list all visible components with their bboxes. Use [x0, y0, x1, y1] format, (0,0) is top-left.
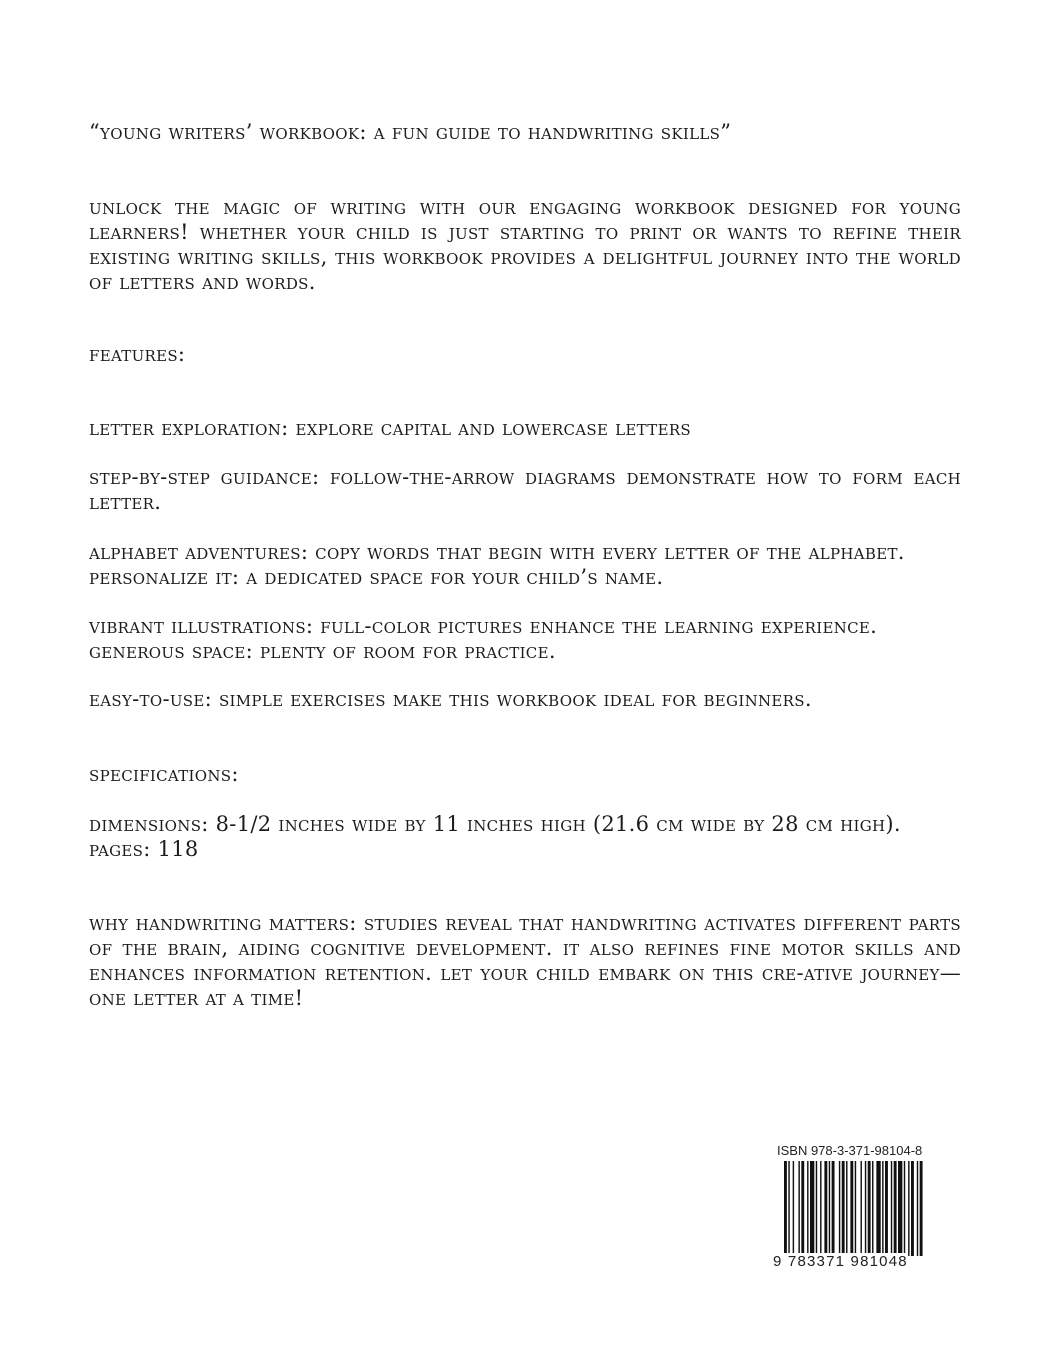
feature-vibrant-illustrations: vibrant illustrations: full-color pictures enhance the learning experience. — [89, 614, 878, 638]
book-title: “young writers’ workbook: a fun guide to handwriting skills” — [89, 120, 732, 144]
barcode-bar — [793, 1161, 794, 1256]
barcode-bar — [784, 1161, 787, 1256]
barcode-bar — [891, 1161, 892, 1256]
features-heading: features: — [89, 342, 186, 366]
barcode-bar — [898, 1161, 902, 1256]
barcode-bar — [810, 1161, 814, 1256]
barcode-bar — [788, 1161, 789, 1256]
barcode-bar — [868, 1161, 871, 1256]
feature-personalize: personalize it: a dedicated space for your child’s name. — [89, 565, 664, 589]
feature-easy-to-use: easy-to-use: simple exercises make this workbook ideal for beginners. — [89, 687, 812, 711]
barcode-bar — [842, 1161, 845, 1256]
barcode-bar — [801, 1161, 804, 1256]
barcode-bar — [882, 1161, 883, 1256]
barcode-bar — [894, 1161, 897, 1256]
feature-illustrations-space — [89, 614, 961, 664]
spec-pages: pages: 118 — [89, 837, 199, 861]
spec-dimensions: dimensions: 8-1/2 inches wide by 11 inches high (21.6 cm wide by 28 cm high). — [89, 812, 901, 836]
barcode-bar — [865, 1161, 866, 1256]
barcode-bar — [846, 1161, 847, 1256]
barcode-bar — [850, 1161, 853, 1256]
barcode-bar — [917, 1161, 918, 1256]
barcode-digits: 9 783371 981048 — [773, 1253, 908, 1270]
barcode-bar — [798, 1161, 799, 1256]
barcode-bar — [860, 1161, 861, 1256]
barcode-bar — [872, 1161, 873, 1256]
specifications-heading: specifications: — [89, 762, 239, 786]
intro-paragraph: unlock the magic of writing with our engaging workbook designed for young learners! whether your child is just starting to print or wants to refine their existing writing skills, this workbook provides a delightful journey into the world of letters and words. — [89, 195, 961, 294]
barcode-bar — [904, 1161, 905, 1256]
barcode-bar — [876, 1161, 880, 1256]
feature-generous-space: generous space: plenty of room for practice. — [89, 639, 556, 663]
barcode-bar — [855, 1161, 856, 1256]
barcode-bar — [829, 1161, 830, 1256]
specifications-list — [89, 812, 961, 862]
isbn-label: ISBN 978-3-371-98104-8 — [777, 1143, 923, 1158]
barcode-bar — [807, 1161, 808, 1256]
barcode-bar — [824, 1161, 827, 1256]
barcode-bar — [911, 1161, 914, 1256]
feature-alphabet-personalize — [89, 540, 961, 590]
barcode-bar — [816, 1161, 817, 1256]
barcode-bar — [908, 1161, 909, 1256]
isbn-barcode — [770, 1143, 930, 1273]
barcode-bar — [920, 1161, 923, 1256]
feature-step-by-step: step-by-step guidance: follow-the-arrow diagrams demonstrate how to form each letter. — [89, 465, 961, 514]
barcode-bar — [820, 1161, 821, 1256]
why-handwriting-paragraph: why handwriting matters: studies reveal that handwriting activates different parts of the brain, aiding cognitive development. it also refines fine motor skills and enhances information retention. let your child embark on this cre-ative journey—one letter at a time! — [89, 911, 961, 1010]
barcode-bar — [839, 1161, 840, 1256]
feature-letter-exploration: letter exploration: explore capital and lowercase letters — [89, 416, 691, 440]
barcode-bars — [784, 1161, 924, 1256]
feature-alphabet-adventures: alphabet adventures: copy words that begin with every letter of the alphabet. — [89, 540, 905, 564]
barcode-bar — [832, 1161, 835, 1256]
barcode-bar — [885, 1161, 888, 1256]
